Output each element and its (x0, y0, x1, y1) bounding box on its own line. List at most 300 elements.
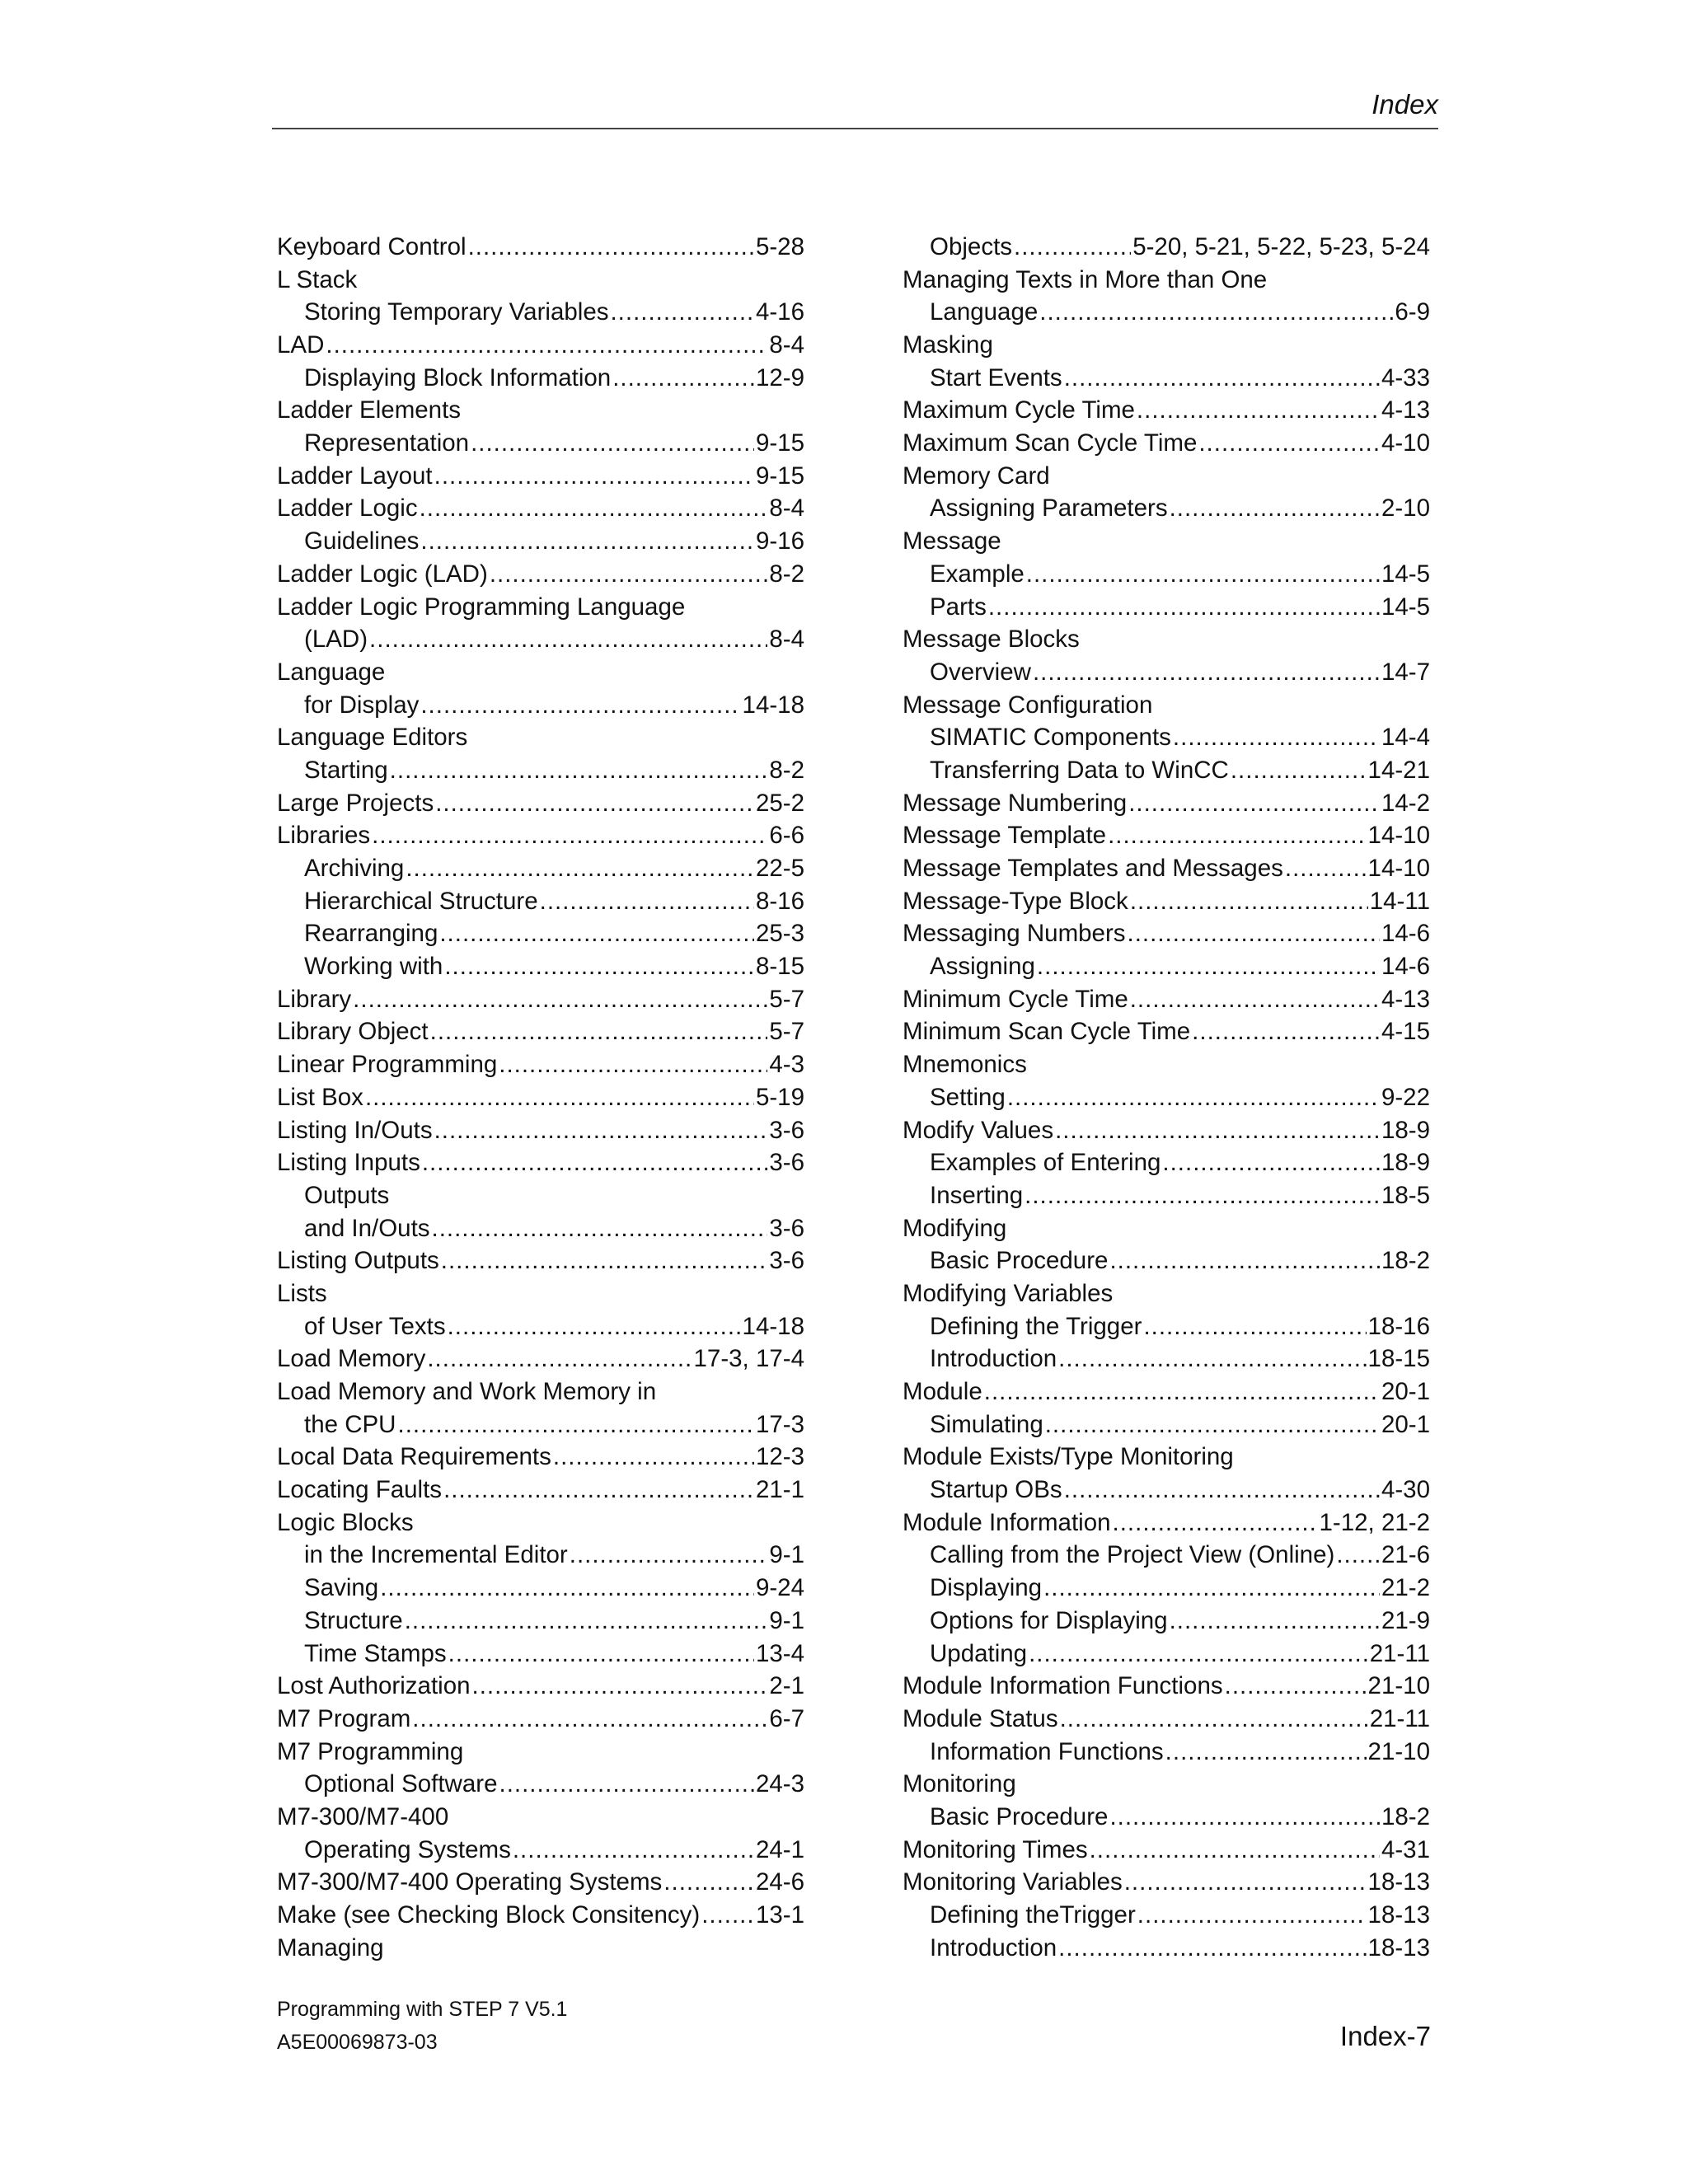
index-term: Message (903, 527, 1001, 555)
dot-leader (1029, 1638, 1368, 1671)
index-entry (903, 819, 1430, 852)
index-entry (903, 1114, 1430, 1147)
index-entry (277, 1932, 804, 1965)
index-page-ref: 5-28 (755, 232, 804, 260)
index-term: Make (see Checking Block Consitency) (277, 1901, 701, 1929)
index-term: Module Exists/Type Monitoring (903, 1443, 1234, 1471)
index-page-ref: 8-4 (769, 626, 804, 654)
dot-leader (1162, 1146, 1380, 1179)
index-term: Message Numbering (903, 789, 1128, 817)
index-term: Library Object (277, 1018, 429, 1046)
index-page-ref: 17-3 (755, 1410, 804, 1438)
index-subentry (903, 1801, 1430, 1834)
index-page-ref: 6-6 (769, 822, 804, 850)
dot-leader (553, 1441, 754, 1474)
index-term: Start Events (930, 363, 1062, 391)
dot-leader (540, 885, 754, 918)
index-page-ref: 14-10 (1367, 822, 1430, 850)
index-page-ref: 4-31 (1381, 1835, 1430, 1863)
dot-leader (1143, 1310, 1366, 1343)
index-page-ref: 9-16 (755, 527, 804, 555)
index-term: Parts (930, 593, 987, 621)
index-page-ref: 18-13 (1367, 1868, 1430, 1896)
index-subentry (277, 1638, 804, 1671)
index-page-ref: 14-10 (1367, 855, 1430, 883)
index-entry (277, 1736, 804, 1769)
index-term: SIMATIC Components (930, 724, 1171, 752)
index-term: Operating Systems (304, 1835, 511, 1863)
index-page-ref: 8-4 (769, 494, 804, 523)
index-term: Introduction (930, 1933, 1057, 1961)
index-subentry (277, 362, 804, 395)
index-term: Library (277, 985, 352, 1013)
index-term: Message-Type Block (903, 887, 1128, 915)
index-entry (277, 721, 804, 754)
index-entry (903, 264, 1430, 297)
index-page-ref: 24-3 (755, 1770, 804, 1798)
dot-leader (1007, 1081, 1380, 1114)
index-page-ref: 21-10 (1367, 1737, 1430, 1765)
index-page-ref: 14-6 (1381, 953, 1430, 981)
index-term: Minimum Cycle Time (903, 985, 1128, 1013)
dot-leader (444, 950, 754, 983)
index-page-ref: 14-5 (1381, 560, 1430, 588)
index-entry (903, 525, 1430, 558)
dot-leader (405, 1605, 768, 1638)
index-page-ref: 8-2 (769, 560, 804, 588)
index-subentry (903, 1310, 1430, 1343)
index-entry (903, 1376, 1430, 1408)
index-entry (277, 1899, 804, 1932)
index-subentry (903, 1146, 1430, 1179)
index-term: Load Memory (277, 1345, 426, 1373)
index-subentry (277, 1768, 804, 1801)
index-page-ref: 21-6 (1381, 1541, 1430, 1569)
index-page-ref: 18-15 (1367, 1345, 1430, 1373)
index-term: LAD (277, 331, 325, 359)
index-entry (277, 1507, 804, 1540)
dot-leader (570, 1539, 768, 1572)
index-page-ref: 18-9 (1381, 1116, 1430, 1144)
dot-leader (1045, 1408, 1380, 1441)
index-subentry (277, 1572, 804, 1605)
index-page-ref: 1-12, 21-2 (1319, 1508, 1430, 1536)
dot-leader (1109, 1801, 1380, 1834)
index-entry (277, 1343, 804, 1376)
index-page-ref: 5-7 (769, 985, 804, 1013)
index-subentry (277, 296, 804, 329)
index-page-ref: 21-2 (1381, 1574, 1430, 1602)
index-entry (277, 1277, 804, 1310)
index-entry (903, 787, 1430, 820)
dot-leader (1225, 1670, 1367, 1703)
index-page-ref: 21-11 (1369, 1639, 1430, 1667)
index-page-ref: 20-1 (1381, 1410, 1430, 1438)
index-term: Libraries (277, 822, 371, 850)
index-page-ref: 9-24 (755, 1574, 804, 1602)
index-subentry (903, 1081, 1430, 1114)
dot-leader (1026, 558, 1380, 591)
index-page-ref: 14-18 (742, 1312, 804, 1340)
index-term: Modify Values (903, 1116, 1054, 1144)
index-page-ref: 5-19 (755, 1083, 804, 1111)
dot-leader (472, 1670, 768, 1703)
dot-leader (369, 623, 767, 656)
index-term: Lists (277, 1279, 327, 1307)
index-entry (277, 1146, 804, 1179)
index-term: Lost Authorization (277, 1672, 471, 1700)
index-term: Monitoring Times (903, 1835, 1088, 1863)
index-subentry (903, 950, 1430, 983)
index-page-ref: 4-10 (1381, 429, 1430, 457)
index-term: Calling from the Project View (Online) (930, 1541, 1335, 1569)
dot-leader (1137, 394, 1380, 427)
index-term: Module (903, 1378, 982, 1406)
index-page-ref: 8-16 (755, 887, 804, 915)
index-page-ref: 25-2 (755, 789, 804, 817)
index-page-ref: 14-4 (1381, 724, 1430, 752)
index-page-ref: 13-1 (755, 1901, 804, 1929)
dot-leader (365, 1081, 754, 1114)
index-column-left (277, 231, 804, 1964)
index-page-ref: 20-1 (1381, 1378, 1430, 1406)
index-term: Mnemonics (903, 1051, 1027, 1079)
index-entry (903, 1441, 1430, 1474)
dot-leader (663, 1866, 754, 1899)
index-page-ref: 18-2 (1381, 1802, 1430, 1830)
index-page-ref: 17-3, 17-4 (693, 1345, 804, 1373)
index-term: Startup OBs (930, 1476, 1062, 1504)
index-term: Transferring Data to WinCC (930, 756, 1229, 784)
index-entry (277, 983, 804, 1016)
index-term: Keyboard Control (277, 232, 467, 260)
index-page-ref: 5-20, 5-21, 5-22, 5-23, 5-24 (1132, 232, 1430, 260)
index-page-ref: 4-13 (1381, 396, 1430, 424)
dot-leader (1064, 362, 1380, 395)
index-term: Ladder Layout (277, 462, 433, 490)
index-term: M7-300/M7-400 (277, 1802, 449, 1830)
index-subentry (277, 1605, 804, 1638)
index-term: Assigning (930, 953, 1035, 981)
dot-leader (1128, 917, 1380, 950)
index-entry (277, 1703, 804, 1736)
index-page-ref: 18-16 (1367, 1312, 1430, 1340)
index-page-ref: 3-6 (769, 1116, 804, 1144)
index-page-ref: 14-2 (1381, 789, 1430, 817)
dot-leader (612, 362, 754, 395)
dot-leader (1170, 492, 1380, 525)
index-term: Inserting (930, 1181, 1024, 1209)
index-entry (277, 493, 804, 526)
index-term: Overview (930, 658, 1031, 686)
index-entry (277, 1866, 804, 1899)
index-entry (277, 1474, 804, 1507)
index-page-ref: 4-3 (769, 1051, 804, 1079)
index-term: Language (277, 658, 386, 686)
dot-leader (448, 1638, 754, 1671)
index-term: Setting (930, 1083, 1006, 1111)
index-term: List Box (277, 1083, 363, 1111)
index-page-ref: 18-13 (1367, 1933, 1430, 1961)
index-entry (277, 787, 804, 820)
index-term: Working with (304, 953, 443, 981)
index-term: Memory Card (903, 462, 1050, 490)
index-term: for Display (304, 691, 420, 719)
index-term: Storing Temporary Variables (304, 298, 609, 326)
dot-leader (406, 852, 754, 885)
index-term: L Stack (277, 265, 358, 293)
index-subentry (903, 493, 1430, 526)
index-entry (903, 1670, 1430, 1703)
index-term: Listing Outputs (277, 1247, 439, 1275)
index-term: Managing Texts in More than One (903, 265, 1268, 293)
index-subentry (277, 623, 804, 656)
index-term: Module Status (903, 1704, 1058, 1732)
index-subentry (903, 1244, 1430, 1277)
dot-leader (490, 558, 768, 591)
index-subentry (903, 1572, 1430, 1605)
index-entry (903, 885, 1430, 918)
dot-leader (1130, 983, 1380, 1016)
dot-leader (1285, 852, 1367, 885)
dot-leader (353, 983, 767, 1016)
header-divider (272, 128, 1438, 129)
index-page-ref: 9-15 (755, 429, 804, 457)
index-page-ref: 4-30 (1381, 1476, 1430, 1504)
index-entry (277, 656, 804, 689)
dot-leader (1109, 1244, 1380, 1277)
index-term: Locating Faults (277, 1476, 443, 1504)
index-term: Options for Displaying (930, 1606, 1168, 1634)
index-entry (277, 460, 804, 493)
index-subentry (903, 721, 1430, 754)
dot-leader (610, 296, 753, 329)
index-term: Minimum Scan Cycle Time (903, 1018, 1191, 1046)
index-page-ref: 2-1 (769, 1672, 804, 1700)
index-page-ref: 3-6 (769, 1214, 804, 1242)
index-page-ref: 4-15 (1381, 1018, 1430, 1046)
index-entry (903, 1277, 1430, 1310)
index-term: Objects (930, 232, 1013, 260)
dot-leader (468, 231, 754, 264)
index-page-ref: 18-9 (1381, 1149, 1430, 1177)
index-page-ref: 9-1 (769, 1541, 804, 1569)
index-entry (903, 1703, 1430, 1736)
index-page-ref: 14-21 (1367, 756, 1430, 784)
index-term: Ladder Logic (277, 494, 418, 523)
index-page-ref: 9-22 (1381, 1083, 1430, 1111)
index-page-ref: 8-4 (769, 331, 804, 359)
index-subentry (277, 525, 804, 558)
index-entry (903, 689, 1430, 722)
dot-leader (1058, 1343, 1366, 1376)
index-entry (903, 983, 1430, 1016)
index-column-right (903, 231, 1430, 1964)
index-subentry (903, 1408, 1430, 1441)
index-subentry (903, 1736, 1430, 1769)
index-entry (903, 427, 1430, 460)
index-term: Saving (304, 1574, 379, 1602)
index-entry (903, 1048, 1430, 1081)
index-term: Optional Software (304, 1770, 498, 1798)
index-term: Managing (277, 1933, 384, 1961)
index-page-ref: 12-3 (755, 1443, 804, 1471)
index-entry (277, 1244, 804, 1277)
dot-leader (513, 1834, 754, 1867)
index-subentry (277, 1179, 804, 1212)
index-subentry (277, 852, 804, 885)
index-page-ref: 8-2 (769, 756, 804, 784)
dot-leader (448, 1310, 741, 1343)
index-subentry (903, 1179, 1430, 1212)
index-entry (903, 1834, 1430, 1867)
index-entry (277, 1048, 804, 1081)
index-page-ref: 21-10 (1367, 1672, 1430, 1700)
index-term: M7 Programming (277, 1737, 464, 1765)
index-subentry (903, 1540, 1430, 1572)
index-page-ref: 5-7 (769, 1018, 804, 1046)
header-title: Index (1372, 89, 1438, 120)
dot-leader (988, 591, 1380, 624)
index-page-ref: 9-15 (755, 462, 804, 490)
index-subentry (277, 885, 804, 918)
index-entry (903, 623, 1430, 656)
index-entry (277, 1376, 804, 1408)
index-term: Basic Procedure (930, 1802, 1109, 1830)
index-term: Information Functions (930, 1737, 1164, 1765)
dot-leader (1025, 1179, 1380, 1212)
dot-leader (439, 917, 754, 950)
index-term: Representation (304, 429, 470, 457)
index-term: Assigning Parameters (930, 494, 1168, 523)
index-term: Module Information (903, 1508, 1111, 1536)
index-term: Time Stamps (304, 1639, 447, 1667)
index-term: Message Configuration (903, 691, 1153, 719)
index-subentry (277, 754, 804, 787)
index-term: Message Template (903, 822, 1107, 850)
dot-leader (1037, 950, 1380, 983)
dot-leader (471, 427, 754, 460)
index-page-ref: 8-15 (755, 953, 804, 981)
index-entry (277, 1441, 804, 1474)
index-term: Ladder Logic (LAD) (277, 560, 488, 588)
index-page-ref: 14-7 (1381, 658, 1430, 686)
index-subentry (903, 656, 1430, 689)
index-term: the CPU (304, 1410, 396, 1438)
index-subentry (903, 296, 1430, 329)
index-term: Structure (304, 1606, 403, 1634)
index-entry (277, 1670, 804, 1703)
index-page-ref: 24-1 (755, 1835, 804, 1863)
dot-leader (1108, 819, 1366, 852)
dot-leader (430, 1015, 768, 1048)
dot-leader (1231, 754, 1367, 787)
index-page-ref: 18-13 (1367, 1901, 1430, 1929)
index-page-ref: 2-10 (1381, 494, 1430, 523)
index-term: Listing Inputs (277, 1149, 420, 1177)
dot-leader (422, 1146, 768, 1179)
dot-leader (326, 329, 767, 362)
index-page-ref: 13-4 (755, 1639, 804, 1667)
dot-leader (380, 1572, 754, 1605)
footer-document-number: A5E00069873-03 (277, 2031, 438, 2054)
index-subentry (903, 1343, 1430, 1376)
index-page-ref: 21-11 (1369, 1704, 1430, 1732)
index-entry (903, 1016, 1430, 1049)
index-entry (277, 1081, 804, 1114)
index-term: Maximum Scan Cycle Time (903, 429, 1198, 457)
dot-leader (434, 1114, 768, 1147)
index-term: M7-300/M7-400 Operating Systems (277, 1868, 663, 1896)
index-term: Monitoring Variables (903, 1868, 1123, 1896)
index-term: Messaging Numbers (903, 920, 1126, 948)
index-term: Linear Programming (277, 1051, 498, 1079)
index-entry (277, 1016, 804, 1049)
index-entry (277, 1801, 804, 1834)
index-subentry (903, 231, 1430, 264)
dot-leader (432, 1212, 768, 1245)
dot-leader (1130, 885, 1368, 918)
index-term: (LAD) (304, 626, 368, 654)
index-subentry (903, 362, 1430, 395)
index-page-ref: 18-5 (1381, 1181, 1430, 1209)
index-term: Updating (930, 1639, 1028, 1667)
dot-leader (1055, 1114, 1380, 1147)
dot-leader (1058, 1932, 1366, 1965)
index-term: Defining theTrigger (930, 1901, 1136, 1929)
index-subentry (903, 1899, 1430, 1932)
index-entry (277, 558, 804, 591)
dot-leader (412, 1703, 767, 1736)
index-term: Masking (903, 331, 993, 359)
index-entry (903, 1768, 1430, 1801)
index-term: in the Incremental Editor (304, 1541, 568, 1569)
index-subentry (903, 558, 1430, 591)
index-term: of User Texts (304, 1312, 446, 1340)
page-number: Index-7 (1339, 2021, 1431, 2051)
index-page-ref: 4-33 (1381, 363, 1430, 391)
index-term: Modifying Variables (903, 1279, 1114, 1307)
dot-leader (1113, 1507, 1318, 1540)
index-entry (903, 917, 1430, 950)
index-subentry (277, 1310, 804, 1343)
index-page-ref: 21-1 (755, 1476, 804, 1504)
index-page-ref: 6-9 (1395, 298, 1430, 326)
index-subentry (277, 689, 804, 722)
index-subentry (903, 1638, 1430, 1671)
dot-leader (984, 1376, 1380, 1408)
index-entry (277, 819, 804, 852)
index-term: Introduction (930, 1345, 1057, 1373)
index-subentry (903, 591, 1430, 624)
dot-leader (398, 1408, 754, 1441)
index-term: M7 Program (277, 1704, 411, 1732)
index-term: Large Projects (277, 789, 434, 817)
index-entry (277, 329, 804, 362)
dot-leader (1033, 656, 1380, 689)
index-term: Maximum Cycle Time (903, 396, 1135, 424)
index-subentry (903, 1932, 1430, 1965)
dot-leader (499, 1048, 767, 1081)
index-page-ref: 14-6 (1381, 920, 1430, 948)
index-term: Displaying (930, 1574, 1043, 1602)
index-term: Starting (304, 756, 388, 784)
index-page-ref: 21-9 (1381, 1606, 1430, 1634)
index-entry (277, 1114, 804, 1147)
dot-leader (434, 460, 754, 493)
index-subentry (277, 1212, 804, 1245)
index-term: Message Templates and Messages (903, 855, 1283, 883)
